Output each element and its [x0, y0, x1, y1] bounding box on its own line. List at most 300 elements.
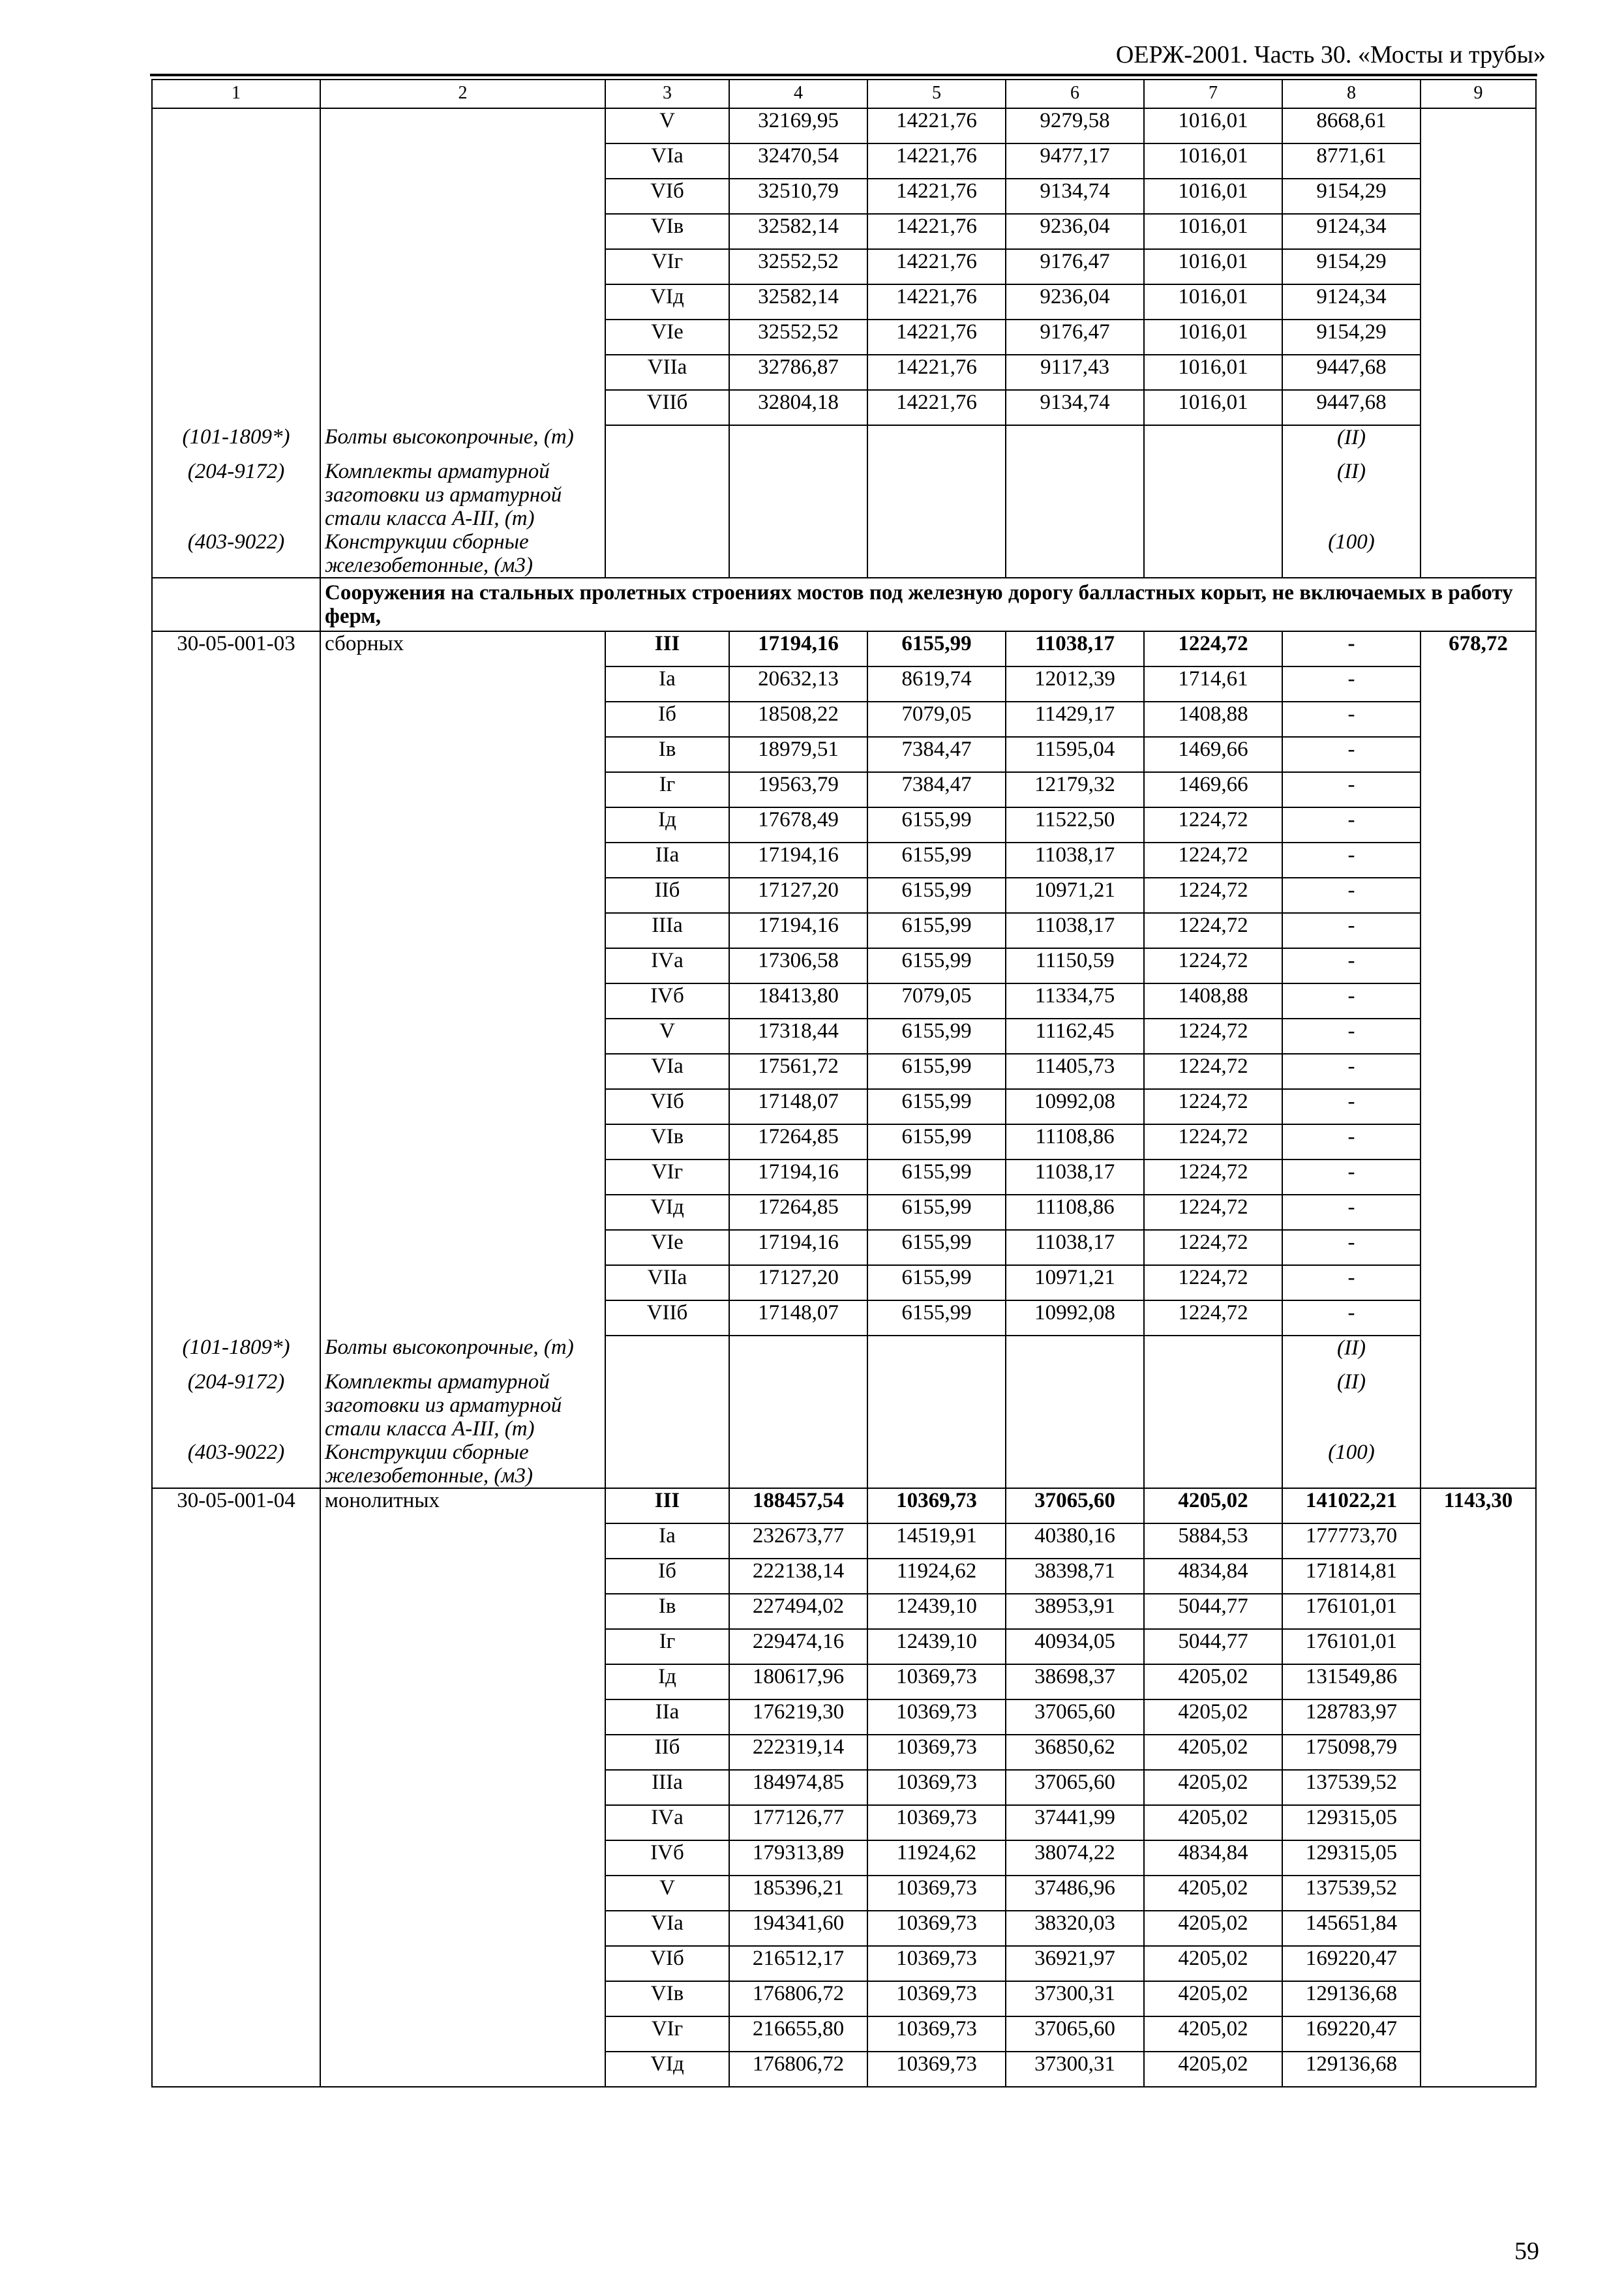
value-cell: 18979,51: [729, 737, 867, 772]
code-cell: [152, 1594, 320, 1629]
value-cell: 37441,99: [1006, 1805, 1144, 1840]
value-cell: 17318,44: [729, 1019, 867, 1054]
value-cell: VIд: [605, 2052, 729, 2087]
value-cell: 4205,02: [1144, 1911, 1282, 1946]
empty-cell: [1006, 1370, 1144, 1441]
value-cell: 6155,99: [867, 1230, 1006, 1265]
value-cell: 4205,02: [1144, 1770, 1282, 1805]
value-cell: 12439,10: [867, 1594, 1006, 1629]
name-cell: [320, 1981, 605, 2016]
empty-cell: [605, 1441, 729, 1488]
value-cell: -: [1282, 843, 1421, 878]
value-cell: 6155,99: [867, 948, 1006, 983]
value-cell: III: [605, 631, 729, 666]
name-cell: [320, 1840, 605, 1876]
total-cell: [1421, 2016, 1536, 2052]
name-cell: [320, 1195, 605, 1230]
col-number: 6: [1006, 80, 1144, 108]
header-rule: [150, 74, 1537, 76]
material-qty: (II): [1282, 1336, 1421, 1370]
code-cell: [152, 737, 320, 772]
value-cell: 10369,73: [867, 1876, 1006, 1911]
value-cell: 37300,31: [1006, 2052, 1144, 2087]
value-cell: 17194,16: [729, 913, 867, 948]
empty-cell: [867, 460, 1006, 530]
table-row: [152, 1876, 1536, 1911]
value-cell: 175098,79: [1282, 1735, 1421, 1770]
value-cell: 9236,04: [1006, 214, 1144, 249]
total-cell: [1421, 913, 1536, 948]
value-cell: 4205,02: [1144, 2016, 1282, 2052]
table-row: [152, 1089, 1536, 1124]
rate-code: 30-05-001-04: [152, 1488, 320, 1523]
value-cell: 17264,85: [729, 1124, 867, 1159]
material-code: (403-9022): [152, 530, 320, 578]
table-row: [152, 1054, 1536, 1089]
table-row: [152, 1735, 1536, 1770]
value-cell: Iд: [605, 1664, 729, 1699]
section-title: Сооружения на стальных пролетных строениях мостов под железную дорогу балластных корыт, не включаемых в работу ферм,: [320, 578, 1536, 631]
total-cell: [1421, 1559, 1536, 1594]
name-cell: [320, 355, 605, 390]
value-cell: 10369,73: [867, 1770, 1006, 1805]
value-cell: 14221,76: [867, 284, 1006, 320]
value-cell: IIа: [605, 843, 729, 878]
empty-cell: [729, 425, 867, 460]
name-cell: [320, 1735, 605, 1770]
total-cell: [1421, 108, 1536, 143]
material-qty: (II): [1282, 460, 1421, 530]
value-cell: 5044,77: [1144, 1629, 1282, 1664]
value-cell: 17561,72: [729, 1054, 867, 1089]
empty-cell: [1006, 1441, 1144, 1488]
value-cell: 37486,96: [1006, 1876, 1144, 1911]
value-cell: 1224,72: [1144, 1195, 1282, 1230]
name-cell: [320, 1946, 605, 1981]
value-cell: VIа: [605, 1054, 729, 1089]
value-cell: 14221,76: [867, 179, 1006, 214]
code-cell: [152, 355, 320, 390]
empty-cell: [1006, 460, 1144, 530]
total-cell: [1421, 1195, 1536, 1230]
value-cell: 171814,81: [1282, 1559, 1421, 1594]
value-cell: 176219,30: [729, 1699, 867, 1735]
rate-main-row: [152, 1488, 1536, 1523]
table-row: [152, 355, 1536, 390]
empty-cell: [1006, 530, 1144, 578]
value-cell: 176101,01: [1282, 1629, 1421, 1664]
value-cell: 11522,50: [1006, 807, 1144, 843]
value-cell: 14221,76: [867, 390, 1006, 425]
value-cell: IIIа: [605, 1770, 729, 1805]
value-cell: 36921,97: [1006, 1946, 1144, 1981]
value-cell: 129315,05: [1282, 1805, 1421, 1840]
value-cell: 9134,74: [1006, 390, 1144, 425]
code-cell: [152, 179, 320, 214]
table-row: [152, 1300, 1536, 1336]
col-number: 4: [729, 80, 867, 108]
rate-name: монолитных: [320, 1488, 605, 1523]
value-cell: 17148,07: [729, 1300, 867, 1336]
code-cell: [152, 284, 320, 320]
table-row: [152, 737, 1536, 772]
value-cell: 6155,99: [867, 1159, 1006, 1195]
value-cell: 14221,76: [867, 214, 1006, 249]
value-cell: IVа: [605, 1805, 729, 1840]
value-cell: 1016,01: [1144, 284, 1282, 320]
name-cell: [320, 108, 605, 143]
value-cell: 14221,76: [867, 143, 1006, 179]
table-row: [152, 878, 1536, 913]
value-cell: -: [1282, 1124, 1421, 1159]
name-cell: [320, 390, 605, 425]
value-cell: 19563,79: [729, 772, 867, 807]
value-cell: 32470,54: [729, 143, 867, 179]
value-cell: 7079,05: [867, 983, 1006, 1019]
value-cell: 185396,21: [729, 1876, 867, 1911]
col-number: 1: [152, 80, 320, 108]
name-cell: [320, 1019, 605, 1054]
value-cell: 10369,73: [867, 1805, 1006, 1840]
value-cell: 131549,86: [1282, 1664, 1421, 1699]
empty-cell: [605, 460, 729, 530]
total-cell: [1421, 284, 1536, 320]
value-cell: 10369,73: [867, 1488, 1006, 1523]
total-cell: [1421, 1441, 1536, 1488]
col-number: 3: [605, 80, 729, 108]
table-row: [152, 1840, 1536, 1876]
total-cell: [1421, 1946, 1536, 1981]
material-qty: (II): [1282, 1370, 1421, 1441]
value-cell: 40934,05: [1006, 1629, 1144, 1664]
table-row: [152, 1664, 1536, 1699]
value-cell: 32786,87: [729, 355, 867, 390]
table-row: [152, 1594, 1536, 1629]
rate-name: сборных: [320, 631, 605, 666]
value-cell: 36850,62: [1006, 1735, 1144, 1770]
value-cell: 10971,21: [1006, 1265, 1144, 1300]
value-cell: IIа: [605, 1699, 729, 1735]
code-cell: [152, 1770, 320, 1805]
value-cell: 9154,29: [1282, 320, 1421, 355]
section-row: [152, 578, 1536, 631]
value-cell: 10992,08: [1006, 1089, 1144, 1124]
table-row: [152, 1124, 1536, 1159]
value-cell: V: [605, 1019, 729, 1054]
value-cell: Iб: [605, 702, 729, 737]
value-cell: 7384,47: [867, 772, 1006, 807]
total-cell: [1421, 1735, 1536, 1770]
empty-cell: [1144, 425, 1282, 460]
page-number: 59: [1514, 2237, 1539, 2265]
material-name: Болты высокопрочные, (т): [320, 1336, 605, 1370]
value-cell: 10369,73: [867, 1981, 1006, 2016]
value-cell: VIб: [605, 179, 729, 214]
name-cell: [320, 214, 605, 249]
name-cell: [320, 843, 605, 878]
table-row: [152, 108, 1536, 143]
value-cell: 1224,72: [1144, 878, 1282, 913]
value-cell: 9154,29: [1282, 179, 1421, 214]
value-cell: 11405,73: [1006, 1054, 1144, 1089]
total-cell: [1421, 1629, 1536, 1664]
total-cell: [1421, 1124, 1536, 1159]
value-cell: 1224,72: [1144, 1124, 1282, 1159]
total-cell: [1421, 1370, 1536, 1441]
empty-cell: [605, 425, 729, 460]
value-cell: 37065,60: [1006, 2016, 1144, 2052]
name-cell: [320, 1230, 605, 1265]
value-cell: V: [605, 108, 729, 143]
empty-cell: [867, 1370, 1006, 1441]
name-cell: [320, 1629, 605, 1664]
value-cell: 6155,99: [867, 807, 1006, 843]
value-cell: 9117,43: [1006, 355, 1144, 390]
value-cell: 32169,95: [729, 108, 867, 143]
value-cell: 145651,84: [1282, 1911, 1421, 1946]
value-cell: 1016,01: [1144, 214, 1282, 249]
total-cell: [1421, 1523, 1536, 1559]
value-cell: 6155,99: [867, 1019, 1006, 1054]
value-cell: 12012,39: [1006, 666, 1144, 702]
empty-cell: [605, 530, 729, 578]
total-cell: [1421, 1019, 1536, 1054]
value-cell: 176806,72: [729, 1981, 867, 2016]
table-row: [152, 702, 1536, 737]
total-cell: [1421, 249, 1536, 284]
value-cell: 9124,34: [1282, 214, 1421, 249]
code-cell: [152, 772, 320, 807]
name-cell: [320, 1911, 605, 1946]
table-row: [152, 2052, 1536, 2087]
value-cell: 4205,02: [1144, 1735, 1282, 1770]
table-row: [152, 1265, 1536, 1300]
name-cell: [320, 913, 605, 948]
value-cell: -: [1282, 1195, 1421, 1230]
value-cell: 188457,54: [729, 1488, 867, 1523]
value-cell: 10369,73: [867, 1699, 1006, 1735]
value-cell: 169220,47: [1282, 2016, 1421, 2052]
value-cell: IIб: [605, 878, 729, 913]
value-cell: IIIа: [605, 913, 729, 948]
value-cell: 11108,86: [1006, 1124, 1144, 1159]
value-cell: 1016,01: [1144, 355, 1282, 390]
value-cell: 4205,02: [1144, 1805, 1282, 1840]
value-cell: VIв: [605, 1981, 729, 2016]
value-cell: 17194,16: [729, 1159, 867, 1195]
value-cell: 176806,72: [729, 2052, 867, 2087]
code-cell: [152, 578, 320, 631]
total-cell: [1421, 1664, 1536, 1699]
code-cell: [152, 1699, 320, 1735]
total-cell: [1421, 1699, 1536, 1735]
value-cell: III: [605, 1488, 729, 1523]
value-cell: 4205,02: [1144, 1664, 1282, 1699]
name-cell: [320, 1523, 605, 1559]
value-cell: IVб: [605, 1840, 729, 1876]
document-header: ОЕРЖ-2001. Часть 30. «Мосты и трубы»: [1115, 41, 1546, 68]
table-row: [152, 843, 1536, 878]
name-cell: [320, 807, 605, 843]
table-row: [152, 1911, 1536, 1946]
total-cell: [1421, 1594, 1536, 1629]
value-cell: 9154,29: [1282, 249, 1421, 284]
value-cell: VIг: [605, 1159, 729, 1195]
value-cell: -: [1282, 1089, 1421, 1124]
value-cell: 5884,53: [1144, 1523, 1282, 1559]
value-cell: 4205,02: [1144, 1488, 1282, 1523]
value-cell: 18413,80: [729, 983, 867, 1019]
value-cell: 6155,99: [867, 1195, 1006, 1230]
value-cell: 1224,72: [1144, 1300, 1282, 1336]
value-cell: 11038,17: [1006, 1230, 1144, 1265]
empty-cell: [1144, 530, 1282, 578]
value-cell: 9447,68: [1282, 390, 1421, 425]
value-cell: 11924,62: [867, 1559, 1006, 1594]
value-cell: 7384,47: [867, 737, 1006, 772]
value-cell: 17148,07: [729, 1089, 867, 1124]
value-cell: 1224,72: [1144, 1265, 1282, 1300]
value-cell: 4205,02: [1144, 2052, 1282, 2087]
value-cell: Iб: [605, 1559, 729, 1594]
value-cell: 10971,21: [1006, 878, 1144, 913]
total-cell: [1421, 772, 1536, 807]
rate-code: 30-05-001-03: [152, 631, 320, 666]
value-cell: 129315,05: [1282, 1840, 1421, 1876]
value-cell: Iд: [605, 807, 729, 843]
column-number-row: [152, 80, 1536, 108]
value-cell: 18508,22: [729, 702, 867, 737]
value-cell: VIв: [605, 214, 729, 249]
value-cell: 37065,60: [1006, 1488, 1144, 1523]
name-cell: [320, 772, 605, 807]
total-cell: [1421, 1805, 1536, 1840]
value-cell: VIб: [605, 1089, 729, 1124]
code-cell: [152, 143, 320, 179]
total-cell: 678,72: [1421, 631, 1536, 666]
value-cell: VIIа: [605, 1265, 729, 1300]
name-cell: [320, 1300, 605, 1336]
table-row: [152, 1559, 1536, 1594]
table-row: [152, 1019, 1536, 1054]
value-cell: V: [605, 1876, 729, 1911]
total-cell: [1421, 1876, 1536, 1911]
value-cell: 1224,72: [1144, 1054, 1282, 1089]
total-cell: [1421, 1230, 1536, 1265]
value-cell: 9176,47: [1006, 249, 1144, 284]
name-cell: [320, 1699, 605, 1735]
value-cell: 1016,01: [1144, 108, 1282, 143]
table-row: [152, 1195, 1536, 1230]
value-cell: 180617,96: [729, 1664, 867, 1699]
value-cell: 4205,02: [1144, 1876, 1282, 1911]
total-cell: [1421, 983, 1536, 1019]
value-cell: 1714,61: [1144, 666, 1282, 702]
code-cell: [152, 702, 320, 737]
value-cell: 1224,72: [1144, 807, 1282, 843]
name-cell: [320, 1054, 605, 1089]
code-cell: [152, 390, 320, 425]
name-cell: [320, 143, 605, 179]
value-cell: 1224,72: [1144, 1089, 1282, 1124]
table-row: [152, 807, 1536, 843]
code-cell: [152, 1840, 320, 1876]
value-cell: 17127,20: [729, 1265, 867, 1300]
value-cell: 9477,17: [1006, 143, 1144, 179]
value-cell: 8668,61: [1282, 108, 1421, 143]
total-cell: [1421, 1336, 1536, 1370]
value-cell: 37300,31: [1006, 1981, 1144, 2016]
empty-cell: [1144, 1370, 1282, 1441]
value-cell: 184974,85: [729, 1770, 867, 1805]
empty-cell: [729, 1336, 867, 1370]
code-cell: [152, 1911, 320, 1946]
code-cell: [152, 1124, 320, 1159]
table-row: [152, 1699, 1536, 1735]
name-cell: [320, 1876, 605, 1911]
value-cell: -: [1282, 913, 1421, 948]
value-cell: 129136,68: [1282, 1981, 1421, 2016]
value-cell: 17678,49: [729, 807, 867, 843]
value-cell: 4205,02: [1144, 1699, 1282, 1735]
material-qty: (100): [1282, 530, 1421, 578]
table-body: [152, 80, 1536, 2087]
value-cell: 37065,60: [1006, 1770, 1144, 1805]
name-cell: [320, 702, 605, 737]
value-cell: 11038,17: [1006, 843, 1144, 878]
value-cell: VIг: [605, 2016, 729, 2052]
code-cell: [152, 1523, 320, 1559]
material-row: [152, 1336, 1536, 1370]
value-cell: 14221,76: [867, 249, 1006, 284]
value-cell: 229474,16: [729, 1629, 867, 1664]
value-cell: 14519,91: [867, 1523, 1006, 1559]
value-cell: 9124,34: [1282, 284, 1421, 320]
empty-cell: [605, 1370, 729, 1441]
value-cell: IIб: [605, 1735, 729, 1770]
code-cell: [152, 1981, 320, 2016]
value-cell: 10369,73: [867, 1664, 1006, 1699]
value-cell: 38698,37: [1006, 1664, 1144, 1699]
col-number: 7: [1144, 80, 1282, 108]
value-cell: 14221,76: [867, 320, 1006, 355]
table-row: [152, 249, 1536, 284]
name-cell: [320, 1805, 605, 1840]
total-cell: [1421, 1770, 1536, 1805]
empty-cell: [867, 425, 1006, 460]
value-cell: 177126,77: [729, 1805, 867, 1840]
table-row: [152, 214, 1536, 249]
value-cell: 129136,68: [1282, 2052, 1421, 2087]
material-name: Комплекты арматурной заготовки из арматурной стали класса А-III, (т): [320, 1370, 605, 1441]
value-cell: 1016,01: [1144, 320, 1282, 355]
material-name: Комплекты арматурной заготовки из арматурной стали класса А-III, (т): [320, 460, 605, 530]
value-cell: 1016,01: [1144, 249, 1282, 284]
name-cell: [320, 284, 605, 320]
table-row: [152, 913, 1536, 948]
rate-main-row: [152, 631, 1536, 666]
value-cell: 6155,99: [867, 913, 1006, 948]
value-cell: 17194,16: [729, 843, 867, 878]
value-cell: 4834,84: [1144, 1559, 1282, 1594]
value-cell: 9134,74: [1006, 179, 1144, 214]
table-row: [152, 1230, 1536, 1265]
material-code: (204-9172): [152, 460, 320, 530]
value-cell: VIе: [605, 1230, 729, 1265]
value-cell: 9176,47: [1006, 320, 1144, 355]
total-cell: [1421, 948, 1536, 983]
material-name: Конструкции сборные железобетонные, (м3): [320, 1441, 605, 1488]
